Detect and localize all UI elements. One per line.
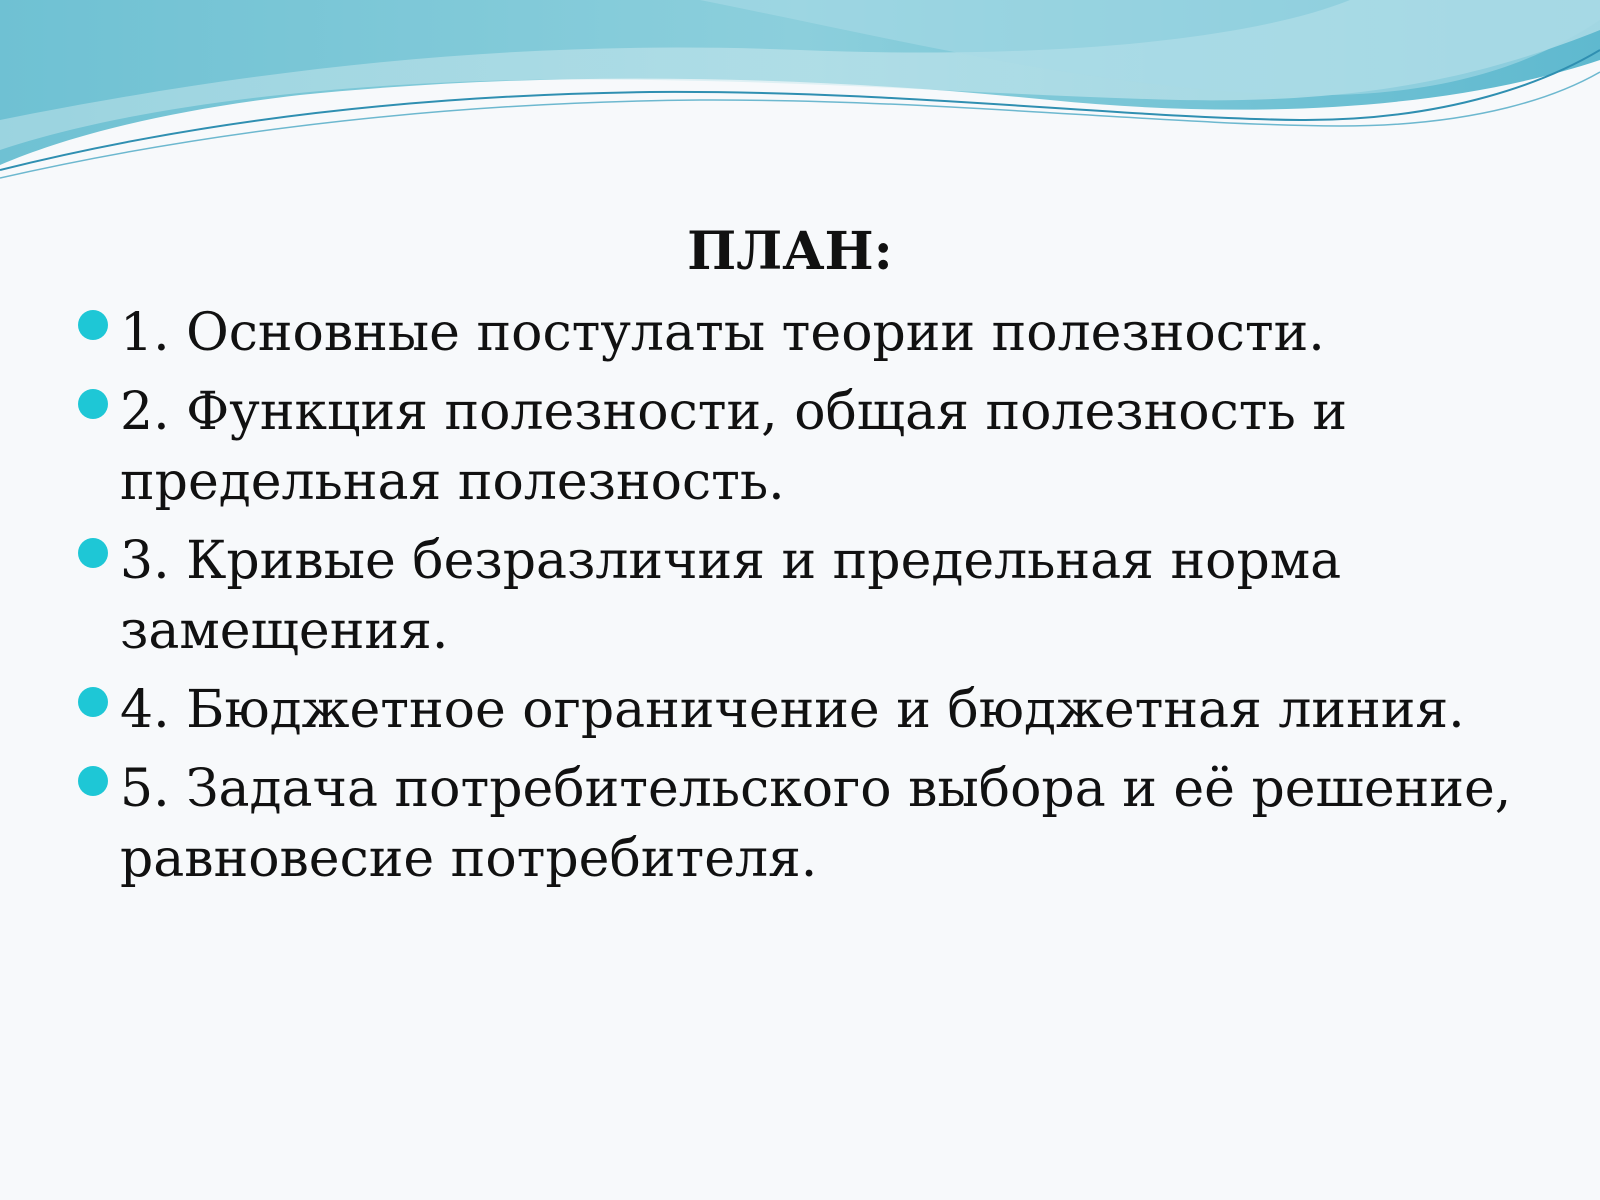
bullet-dot-icon	[78, 766, 108, 796]
wave-header-decoration	[0, 0, 1600, 200]
bullet-dot-icon	[78, 389, 108, 419]
list-item	[74, 298, 1534, 368]
list-item	[74, 526, 1534, 666]
bullet-dot-icon	[78, 687, 108, 717]
list-item-text: 5. Задача потребительского выбора и её решение, равновесие потребителя.	[120, 759, 1512, 889]
bullet-dot-icon	[78, 310, 108, 340]
list-item-text: 3. Кривые безразличия и предельная норма замещения.	[120, 531, 1342, 661]
bullet-dot-icon	[78, 538, 108, 568]
plan-list	[74, 298, 1534, 903]
list-item-text: 4. Бюджетное ограничение и бюджетная линия.	[120, 680, 1465, 740]
list-item	[74, 675, 1534, 745]
list-item-text: 1. Основные постулаты теории полезности.	[120, 303, 1325, 363]
list-item	[74, 377, 1534, 517]
slide-title: ПЛАН:	[687, 221, 893, 282]
list-item-text: 2. Функция полезности, общая полезность и предельная полезность.	[120, 382, 1347, 512]
list-item	[74, 754, 1534, 894]
